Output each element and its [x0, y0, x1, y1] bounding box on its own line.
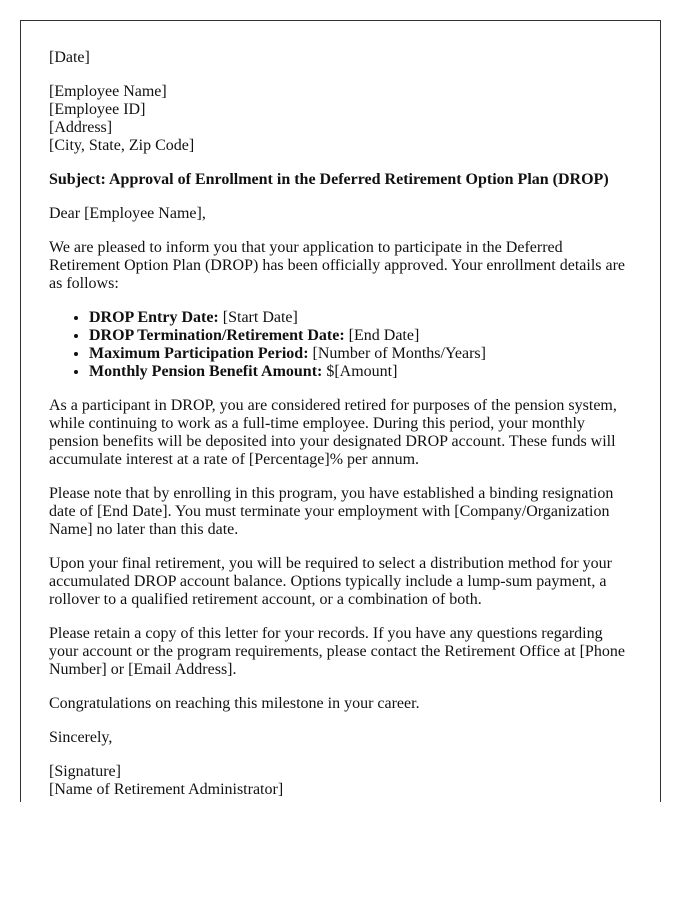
detail-label: Maximum Participation Period:	[89, 345, 309, 362]
detail-label: Monthly Pension Benefit Amount:	[89, 363, 323, 380]
subject-line: Subject: Approval of Enrollment in the Deferred Retirement Option Plan (DROP)	[49, 171, 609, 188]
paragraph-distribution: Upon your final retirement, you will be required to select a distribution method for your accumulated DROP account balance. Options typically include a lump-sum payment, a rollover to a qualified retirement account, or a combination of both.	[49, 555, 612, 608]
detail-label: DROP Termination/Retirement Date:	[89, 327, 345, 344]
recipient-name: [Employee Name]	[49, 83, 167, 100]
paragraph-resignation-date: Please note that by enrolling in this program, you have established a binding resignation date of [End Date]. You must terminate your employment with [Company/Organization Name] no later than this date.	[49, 485, 614, 538]
letter-body	[49, 49, 634, 802]
recipient-id: [Employee ID]	[49, 101, 146, 118]
detail-monthly-benefit-amount	[89, 363, 634, 381]
intro-paragraph: We are pleased to inform you that your application to participate in the Deferred Retirement Option Plan (DROP) has been officially approved. Your enrollment details are as follows:	[49, 239, 626, 292]
detail-entry-date	[89, 309, 634, 327]
detail-value: $[Amount]	[322, 363, 398, 380]
recipient-city-state-zip: [City, State, Zip Code]	[49, 137, 195, 154]
signature-block	[49, 763, 634, 799]
detail-label: DROP Entry Date:	[89, 309, 219, 326]
detail-value: [Number of Months/Years]	[308, 345, 486, 362]
letter-page	[20, 20, 661, 802]
salutation: Dear [Employee Name],	[49, 205, 206, 222]
signature: [Signature]	[49, 763, 121, 780]
recipient-address-block	[49, 83, 634, 155]
paragraph-participation: As a participant in DROP, you are considered retired for purposes of the pension system, while continuing to work as a full-time employee. During this period, your monthly pension benefits will be deposited into your designated DROP account. These funds will accumulate interest at a rate of [Percentage]% per annum.	[49, 397, 617, 468]
recipient-address: [Address]	[49, 119, 113, 136]
paragraph-congratulations: Congratulations on reaching this milestone in your career.	[49, 695, 420, 712]
signer-title: [Name of Retirement Administrator]	[49, 781, 284, 798]
letter-date: [Date]	[49, 49, 90, 66]
detail-value: [Start Date]	[218, 309, 298, 326]
paragraph-contact: Please retain a copy of this letter for your records. If you have any questions regarding your account or the program requirements, please contact the Retirement Office at [Phone Number] or [Email Address].	[49, 625, 625, 678]
enrollment-details-list	[49, 309, 634, 381]
detail-max-participation-period	[89, 345, 634, 363]
detail-value: [End Date]	[344, 327, 420, 344]
closing: Sincerely,	[49, 729, 113, 746]
detail-termination-date	[89, 327, 634, 345]
